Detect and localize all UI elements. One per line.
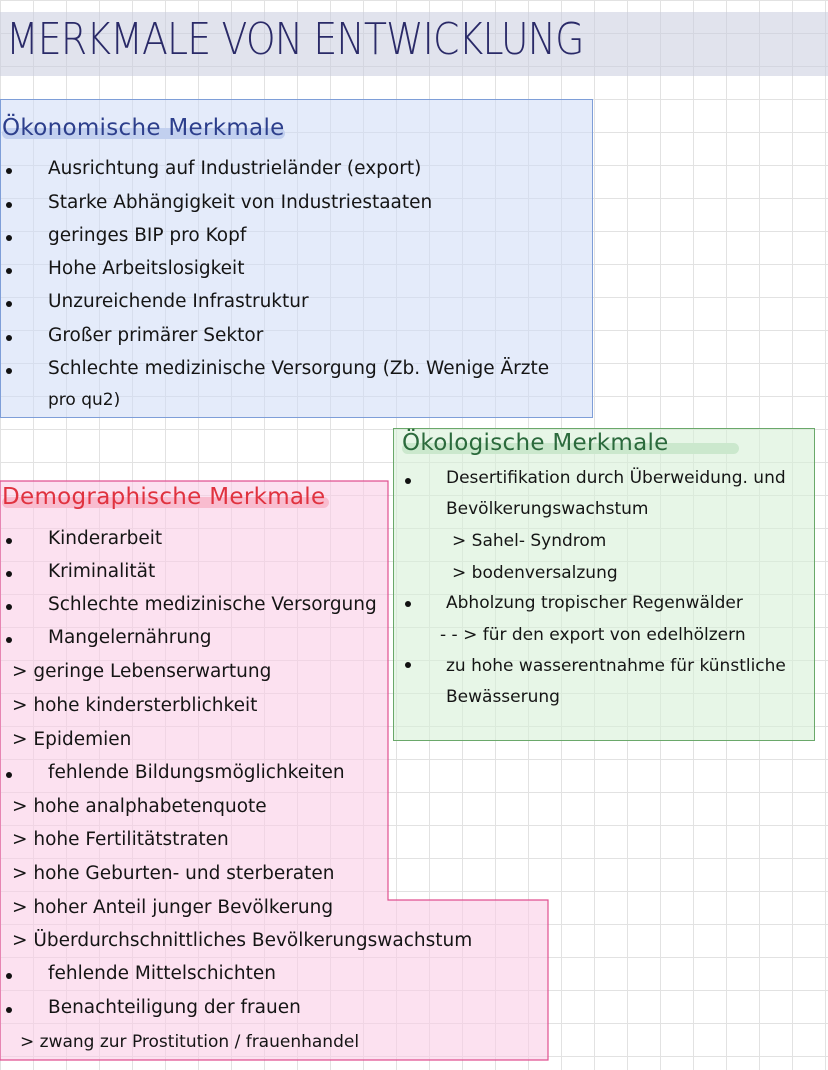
economic-item: geringes BIP pro Kopf bbox=[48, 225, 247, 246]
economic-item: Unzureichende Infrastruktur bbox=[48, 291, 309, 312]
ecological-line: Abholzung tropischer Regenwälder bbox=[446, 593, 743, 613]
demographic-line: Kriminalität bbox=[48, 561, 156, 582]
demographic-line: > Überdurchschnittliches Bevölkerungswachstum bbox=[12, 930, 473, 951]
demographic-line: > hohe analphabetenquote bbox=[12, 796, 267, 817]
ecological-line: > Sahel- Syndrom bbox=[452, 531, 607, 551]
demographic-line: > geringe Lebenserwartung bbox=[12, 661, 272, 682]
economic-item: Schlechte medizinische Versorgung (Zb. Wenige Ärzte bbox=[48, 358, 550, 379]
demographic-line: Kinderarbeit bbox=[48, 528, 163, 549]
page-title: MERKMALE VON ENTWICKLUNG bbox=[6, 14, 584, 65]
bullet-icon bbox=[6, 571, 12, 577]
bullet-icon bbox=[6, 973, 12, 979]
demographic-line: > zwang zur Prostitution / frauenhandel bbox=[20, 1032, 360, 1052]
economic-item: Großer primärer Sektor bbox=[48, 325, 264, 346]
ecological-line: > bodenversalzung bbox=[452, 563, 618, 583]
economic-heading-text: Ökonomische Merkmale bbox=[2, 115, 285, 141]
ecological-line: Desertifikation durch Überweidung. und bbox=[446, 468, 786, 488]
demographic-heading bbox=[2, 484, 325, 510]
economic-item: Ausrichtung auf Industrieländer (export) bbox=[48, 158, 422, 179]
ecological-line: Bewässerung bbox=[446, 687, 560, 707]
demographic-line: > hoher Anteil junger Bevölkerung bbox=[12, 897, 334, 918]
demographic-heading-text: Demographische Merkmale bbox=[2, 484, 326, 510]
ecological-line: zu hohe wasserentnahme für künstliche bbox=[446, 656, 786, 676]
bullet-icon bbox=[6, 538, 12, 544]
ecological-line: - - > für den export von edelhölzern bbox=[440, 625, 746, 645]
bullet-icon bbox=[6, 637, 12, 643]
demographic-line: > hohe Fertilitätstraten bbox=[12, 829, 229, 850]
demographic-line: Schlechte medizinische Versorgung bbox=[48, 594, 377, 615]
bullet-icon bbox=[6, 772, 12, 778]
demographic-line: fehlende Mittelschichten bbox=[48, 963, 276, 984]
economic-item-continuation: pro qu2) bbox=[48, 390, 121, 410]
demographic-line: fehlende Bildungsmöglichkeiten bbox=[48, 762, 345, 783]
bullet-icon bbox=[6, 604, 12, 610]
ecological-heading-text: Ökologische Merkmale bbox=[402, 430, 669, 456]
ecological-line: Bevölkerungswachstum bbox=[446, 499, 649, 519]
demographic-line: Mangelernährung bbox=[48, 627, 212, 648]
demographic-line: > hohe Geburten- und sterberaten bbox=[12, 863, 335, 884]
bullet-icon bbox=[6, 1007, 12, 1013]
economic-item: Starke Abhängigkeit von Industriestaaten bbox=[48, 192, 433, 213]
demographic-line: Benachteiligung der frauen bbox=[48, 997, 301, 1018]
demographic-line: > Epidemien bbox=[12, 729, 132, 750]
demographic-line: > hohe kindersterblichkeit bbox=[12, 695, 258, 716]
economic-item: Hohe Arbeitslosigkeit bbox=[48, 258, 245, 279]
